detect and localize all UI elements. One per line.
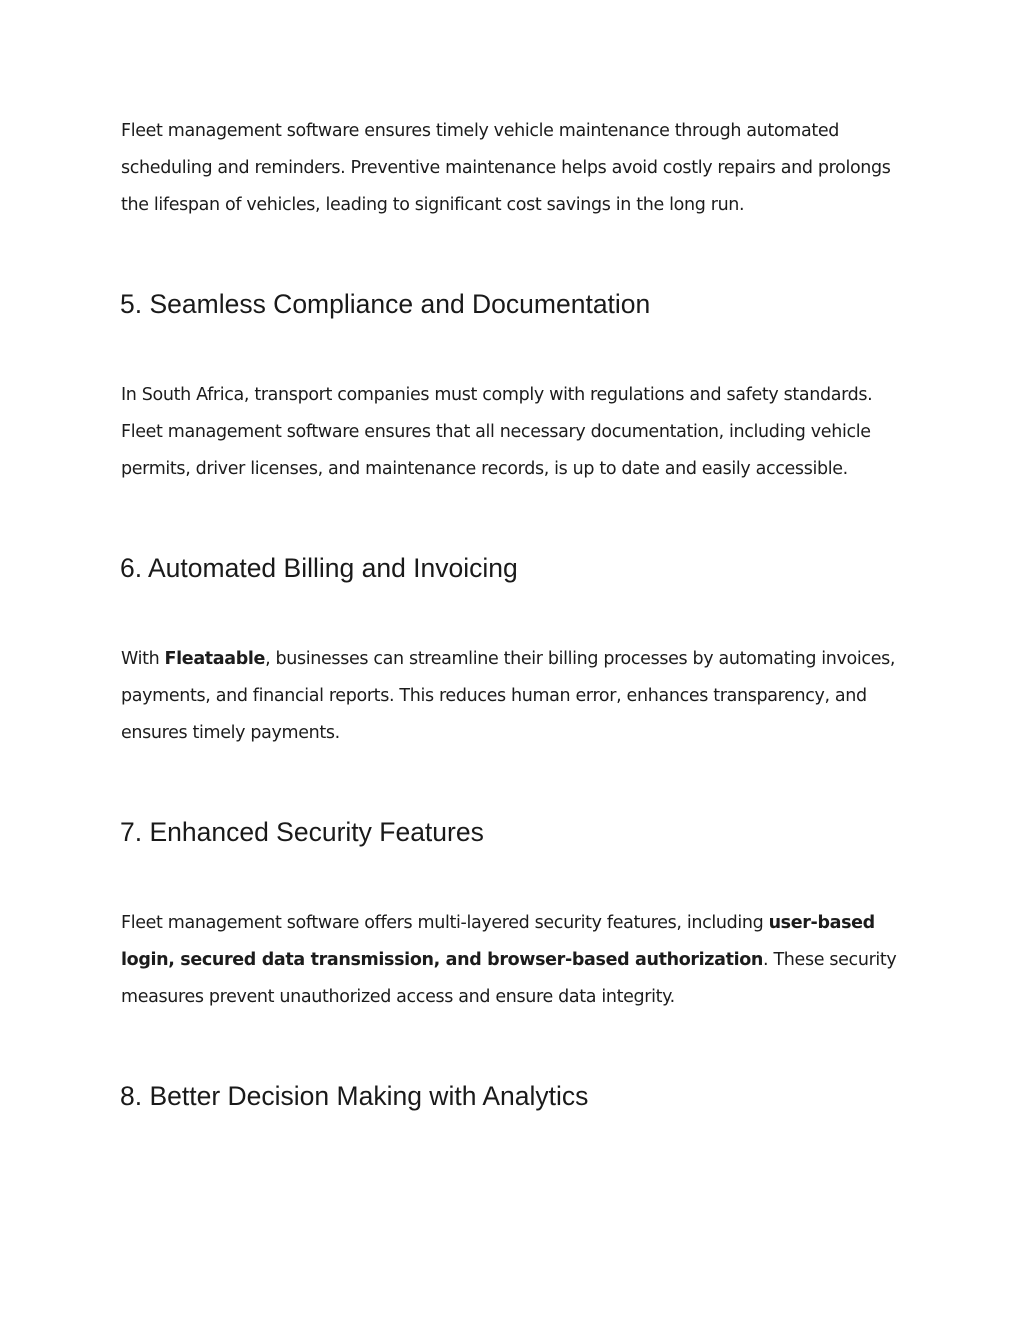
paragraph-line xyxy=(121,451,911,488)
text-run: measures prevent unauthorized access and ensure data integrity. xyxy=(121,987,675,1007)
heading-security: 7. Enhanced Security Features xyxy=(120,817,484,847)
paragraph-line xyxy=(121,715,911,752)
heading-compliance: 5. Seamless Compliance and Documentation xyxy=(120,289,651,319)
paragraph-line xyxy=(121,377,911,414)
paragraph-billing xyxy=(121,641,911,752)
paragraph-line xyxy=(121,414,911,451)
paragraph-line xyxy=(121,113,911,150)
emphasis-text: login, secured data transmission, and browser-based authorization xyxy=(121,950,764,970)
text-run: Fleet management software ensures that all necessary documentation, including vehicle xyxy=(121,422,871,442)
paragraph-maintenance xyxy=(121,113,911,224)
text-run: ensures timely payments. xyxy=(121,723,340,743)
text-run: the lifespan of vehicles, leading to significant cost savings in the long run. xyxy=(121,195,745,215)
text-run: , businesses can streamline their billing processes by automating invoices, xyxy=(265,649,896,669)
text-run: Fleet management software ensures timely vehicle maintenance through automated xyxy=(121,121,840,141)
paragraph-line xyxy=(121,905,911,942)
text-run: Fleet management software offers multi-layered security features, including xyxy=(121,913,769,933)
paragraph-security xyxy=(121,905,911,1016)
text-run: permits, driver licenses, and maintenance records, is up to date and easily accessible. xyxy=(121,459,848,479)
emphasis-text: user-based xyxy=(768,913,875,933)
text-run: payments, and financial reports. This reduces human error, enhances transparency, and xyxy=(121,686,867,706)
paragraph-line xyxy=(121,150,911,187)
paragraph-line xyxy=(121,942,911,979)
heading-billing: 6. Automated Billing and Invoicing xyxy=(120,553,518,583)
text-run: scheduling and reminders. Preventive maintenance helps avoid costly repairs and prolongs xyxy=(121,158,891,178)
brand-name: Fleataable xyxy=(164,649,266,669)
text-run: With xyxy=(121,649,165,669)
text-run: . These security xyxy=(763,950,897,970)
paragraph-line xyxy=(121,979,911,1016)
paragraph-line xyxy=(121,187,911,224)
text-run: In South Africa, transport companies must comply with regulations and safety standards. xyxy=(121,385,873,405)
heading-analytics: 8. Better Decision Making with Analytics xyxy=(120,1081,589,1111)
paragraph-line xyxy=(121,641,911,678)
paragraph-line xyxy=(121,678,911,715)
paragraph-compliance xyxy=(121,377,911,488)
